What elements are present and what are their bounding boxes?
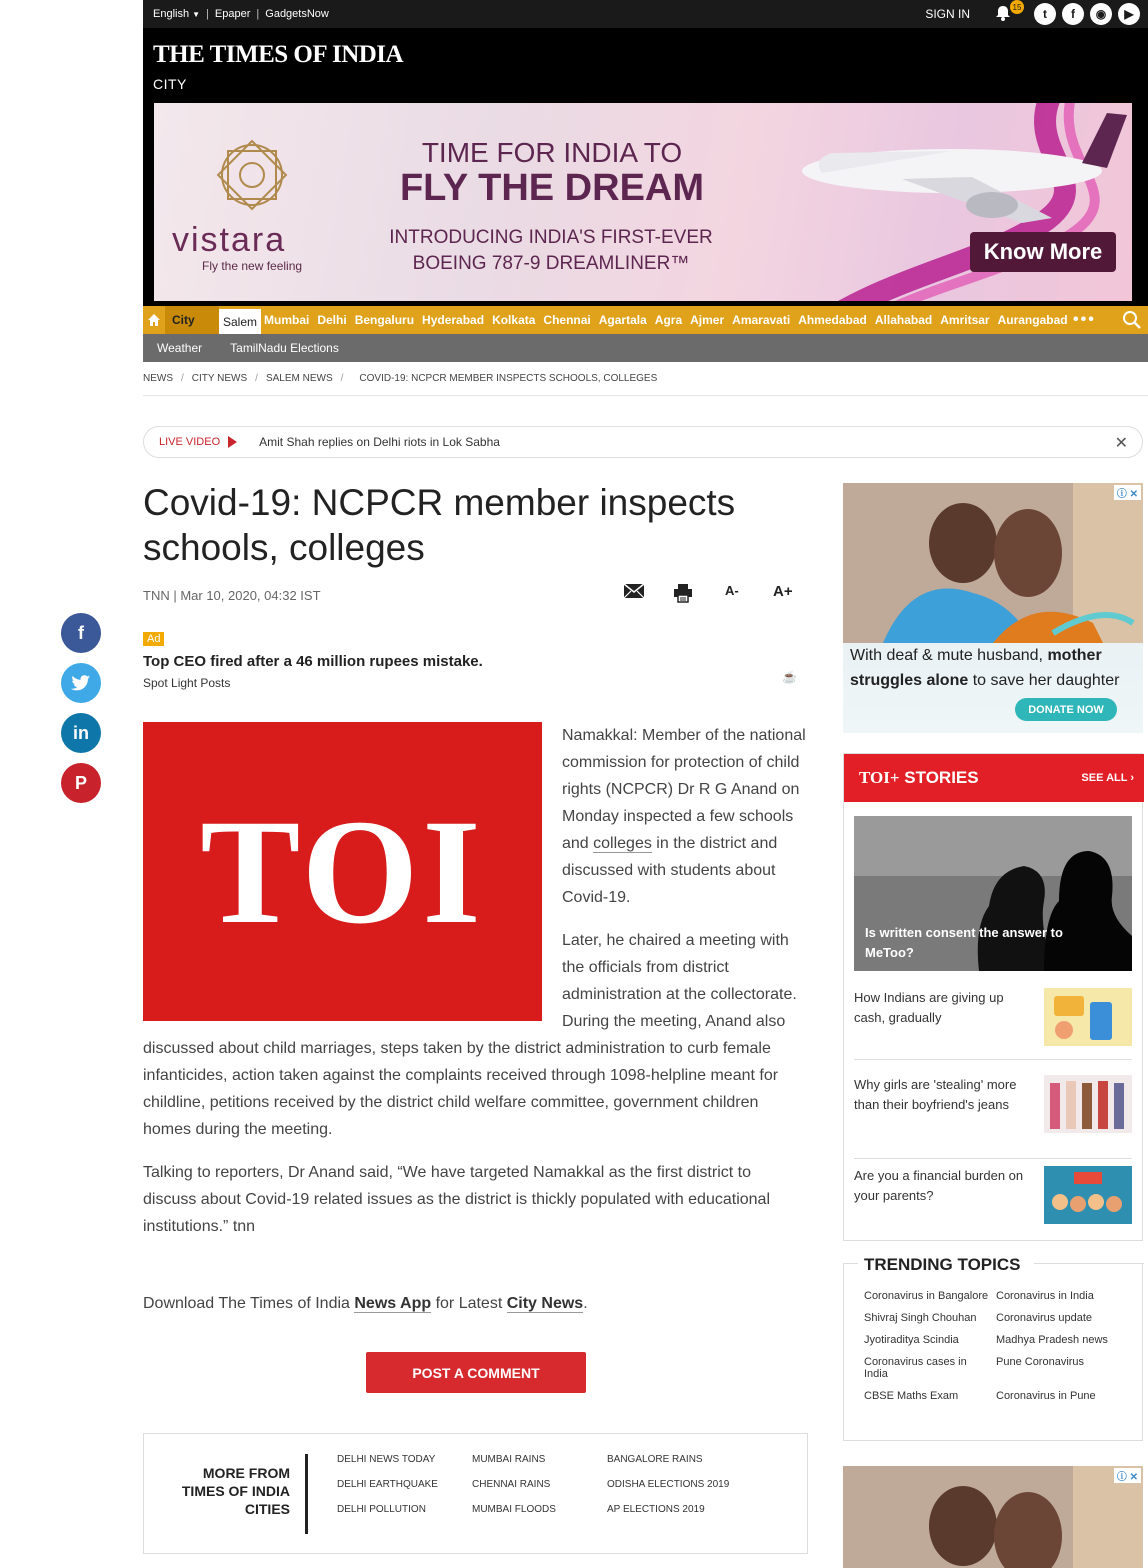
ad-options-icon[interactable]: ☕ xyxy=(782,670,797,684)
email-icon[interactable] xyxy=(623,583,645,602)
ad-photo xyxy=(843,483,1143,643)
see-all-link[interactable]: SEE ALL › xyxy=(1081,772,1134,784)
sponsored-headline[interactable]: Top CEO fired after a 46 million rupees mistake. xyxy=(143,653,483,670)
news-app-link[interactable]: News App xyxy=(354,1295,432,1312)
nav-city-item[interactable]: Bengaluru xyxy=(354,313,415,327)
trending-link[interactable]: Coronavirus in Bangalore xyxy=(864,1290,989,1302)
nav-city-item[interactable]: Chennai xyxy=(543,313,591,327)
play-icon xyxy=(228,436,237,448)
sidebar-ad[interactable] xyxy=(843,483,1143,733)
rss-icon[interactable]: ◉ xyxy=(1090,3,1112,25)
home-icon[interactable] xyxy=(143,306,165,334)
font-decrease-button[interactable]: A- xyxy=(725,583,739,598)
close-icon[interactable]: ✕ xyxy=(1114,435,1128,452)
article-paragraph: Later, he chaired a meeting with the officials from district administration at the collectorate. During the meeting, Anand also discussed about child marriages, steps taken by the district administration to curb female infanticides, action taken against the complaints received through 1098-helpline meant for childline, petitions received by the district child welfare committee, government children homes during the meeting. xyxy=(143,932,797,1138)
breadcrumb: NEWS / CITY NEWS / SALEM NEWS / COVID-19: NCPCR MEMBER INSPECTS SCHOOLS, COLLEGES xyxy=(143,362,1148,396)
nav-city[interactable]: City xyxy=(165,306,219,334)
facebook-icon[interactable]: f xyxy=(1062,3,1084,25)
nav-weather[interactable]: Weather xyxy=(157,341,203,355)
article-headline: Covid-19: NCPCR member inspects schools, colleges xyxy=(143,482,736,568)
article-image: TOI xyxy=(143,722,542,1021)
facebook-share-icon[interactable]: f xyxy=(61,613,101,653)
article-paragraph: Namakkal: Member of the national commission for protection of child rights (NCPCR) Dr R G Anand on Monday inspected a few schools and colleges in the district and discussed with students about Covid-19. xyxy=(562,727,806,906)
trending-title: TRENDING TOPICS xyxy=(858,1255,1026,1275)
article-paragraph: Talking to reporters, Dr Anand said, “We have targeted Namakkal as the first district to discuss about Covid-19 related issues as the district is thickly populated with educational institutions.” tnn xyxy=(143,1164,770,1235)
sponsored-source[interactable]: Spot Light Posts xyxy=(143,676,231,690)
section-title: CITY xyxy=(153,76,187,92)
vistara-brand: vistara xyxy=(172,221,287,259)
live-video-label: LIVE VIDEO xyxy=(159,436,221,448)
print-icon[interactable] xyxy=(673,583,693,606)
nav-city-item[interactable]: Amritsar xyxy=(940,313,990,327)
more-cities-button[interactable]: ••• xyxy=(1073,311,1096,328)
breadcrumb-news[interactable]: NEWS xyxy=(143,373,173,384)
font-increase-button[interactable]: A+ xyxy=(773,583,793,600)
city-nav-bar xyxy=(143,306,1148,334)
colleges-link[interactable]: colleges xyxy=(593,835,652,852)
article-byline: TNN | Mar 10, 2020, 04:32 IST xyxy=(143,588,321,603)
nav-city-item[interactable]: Allahabad xyxy=(874,313,933,327)
nav-city-item[interactable]: Aurangabad xyxy=(997,313,1068,327)
more-link[interactable]: ODISHA ELECTIONS 2019 xyxy=(607,1479,730,1490)
story-item[interactable]: Are you a financial burden on your parents? xyxy=(854,1166,1132,1226)
story-item[interactable]: How Indians are giving up cash, gradually xyxy=(854,988,1132,1060)
ad-photo xyxy=(843,1466,1143,1568)
trending-topics xyxy=(843,1255,1143,1441)
sidebar-ad-text: With deaf & mute husband, mother struggles alone to save her daughter xyxy=(850,647,1120,689)
linkedin-share-icon[interactable]: in xyxy=(61,713,101,753)
more-link[interactable]: DELHI POLLUTION xyxy=(337,1504,426,1515)
trending-link[interactable]: Madhya Pradesh news xyxy=(996,1334,1108,1346)
breadcrumb-current: COVID-19: NCPCR MEMBER INSPECTS SCHOOLS, COLLEGES xyxy=(359,373,658,384)
vistara-tagline: Fly the new feeling xyxy=(202,259,303,273)
trending-link[interactable]: Pune Coronavirus xyxy=(996,1356,1085,1368)
divider xyxy=(305,1454,308,1534)
more-link[interactable]: DELHI NEWS TODAY xyxy=(337,1454,436,1465)
story-thumbnail xyxy=(1044,1075,1132,1133)
site-logo[interactable]: THE TIMES OF INDIA xyxy=(153,41,404,68)
more-from-title: MORE FROM TIMES OF INDIA CITIES xyxy=(181,1465,290,1517)
search-icon[interactable] xyxy=(1122,310,1142,333)
sign-in-link[interactable]: SIGN IN xyxy=(925,7,970,21)
story-thumbnail xyxy=(1044,988,1132,1046)
masthead xyxy=(143,28,1148,103)
nav-city-item[interactable]: Delhi xyxy=(317,313,347,327)
trending-link[interactable]: Coronavirus in India xyxy=(996,1290,1094,1302)
sub-nav-bar xyxy=(143,334,1148,362)
notification-bell-icon[interactable] xyxy=(994,2,1022,24)
trending-link[interactable]: CBSE Maths Exam xyxy=(864,1390,959,1402)
pinterest-share-icon[interactable]: P xyxy=(61,763,101,803)
top-bar: English ▼ | Epaper | GadgetsNow SIGN IN 15 t f ◉ ▶ xyxy=(143,0,1148,28)
post-comment-button[interactable]: POST A COMMENT xyxy=(366,1352,586,1393)
more-link[interactable]: CHENNAI RAINS xyxy=(472,1479,551,1490)
youtube-icon[interactable]: ▶ xyxy=(1118,3,1140,25)
breadcrumb-city-news[interactable]: CITY NEWS xyxy=(191,373,248,384)
nav-tamilnadu-elections[interactable]: TamilNadu Elections xyxy=(230,341,339,355)
gadgetsnow-link[interactable]: GadgetsNow xyxy=(265,8,329,20)
epaper-link[interactable]: Epaper xyxy=(214,8,251,20)
banner-subline-1: INTRODUCING INDIA'S FIRST-EVER xyxy=(389,227,713,248)
more-link[interactable]: MUMBAI RAINS xyxy=(472,1454,546,1465)
live-video-bar[interactable] xyxy=(143,426,1143,458)
more-link[interactable]: BANGALORE RAINS xyxy=(607,1454,703,1465)
nav-city-item[interactable]: Ajmer xyxy=(690,313,725,327)
vistara-logo-icon xyxy=(206,129,298,221)
twitter-icon[interactable]: t xyxy=(1034,3,1056,25)
more-link[interactable]: AP ELECTIONS 2019 xyxy=(607,1504,705,1515)
trending-link[interactable]: Coronavirus cases in India xyxy=(864,1356,967,1380)
stories-hero[interactable] xyxy=(854,816,1132,971)
more-from-cities xyxy=(143,1433,808,1554)
stories-title: TOI+ STORIES xyxy=(859,768,979,787)
banner-headline-1: TIME FOR INDIA TO xyxy=(421,137,683,168)
more-link[interactable]: MUMBAI FLOODS xyxy=(472,1504,556,1515)
nav-city-item[interactable]: Ahmedabad xyxy=(798,313,867,327)
banner-headline-2: FLY THE DREAM xyxy=(399,167,705,209)
nav-salem[interactable]: Salem xyxy=(219,309,261,334)
live-video-text[interactable]: Amit Shah replies on Delhi riots in Lok Sabha xyxy=(259,435,500,449)
banner-ad[interactable] xyxy=(143,103,1148,306)
twitter-share-icon[interactable] xyxy=(61,663,101,703)
trending-link[interactable]: Coronavirus in Pune xyxy=(996,1390,1096,1402)
banner-subline-2: BOEING 787-9 DREAMLINER™ xyxy=(412,253,690,274)
nav-city-item[interactable]: Agra xyxy=(654,313,683,327)
city-news-link[interactable]: City News xyxy=(506,1295,584,1312)
story-thumbnail xyxy=(1044,1166,1132,1224)
breadcrumb-salem-news[interactable]: SALEM NEWS xyxy=(265,373,333,384)
download-app-line: Download The Times of India News App for Latest City News. xyxy=(143,1295,588,1312)
notification-count-badge: 15 xyxy=(1010,0,1024,14)
story-item[interactable]: Why girls are 'stealing' more than their boyfriend's jeans xyxy=(854,1075,1132,1159)
nav-city-item[interactable]: Agartala xyxy=(598,313,647,327)
toi-stories-widget xyxy=(843,753,1143,1241)
nav-city-item[interactable]: Mumbai xyxy=(264,313,310,327)
ad-label: Ad xyxy=(143,632,164,646)
sidebar-ad-2[interactable] xyxy=(843,1466,1143,1568)
trending-link[interactable]: Coronavirus update xyxy=(996,1312,1093,1324)
stories-hero-caption: Is written consent the answer to MeToo? xyxy=(865,925,1063,960)
more-link[interactable]: DELHI EARTHQUAKE xyxy=(337,1479,438,1490)
language-selector[interactable]: English ▼ xyxy=(153,8,201,20)
trending-link[interactable]: Jyotiraditya Scindia xyxy=(864,1334,959,1346)
adchoices-icon[interactable]: ⓘ ✕ xyxy=(1114,1468,1141,1483)
know-more-button[interactable]: Know More xyxy=(970,232,1116,272)
trending-link[interactable]: Shivraj Singh Chouhan xyxy=(864,1312,977,1324)
donate-now-button[interactable]: DONATE NOW xyxy=(1015,698,1117,721)
nav-city-list xyxy=(264,306,1068,334)
nav-city-item[interactable]: Hyderabad xyxy=(422,313,485,327)
nav-city-item[interactable]: Amaravati xyxy=(732,313,791,327)
adchoices-icon[interactable]: ⓘ ✕ xyxy=(1114,485,1141,500)
nav-city-item[interactable]: Kolkata xyxy=(492,313,536,327)
